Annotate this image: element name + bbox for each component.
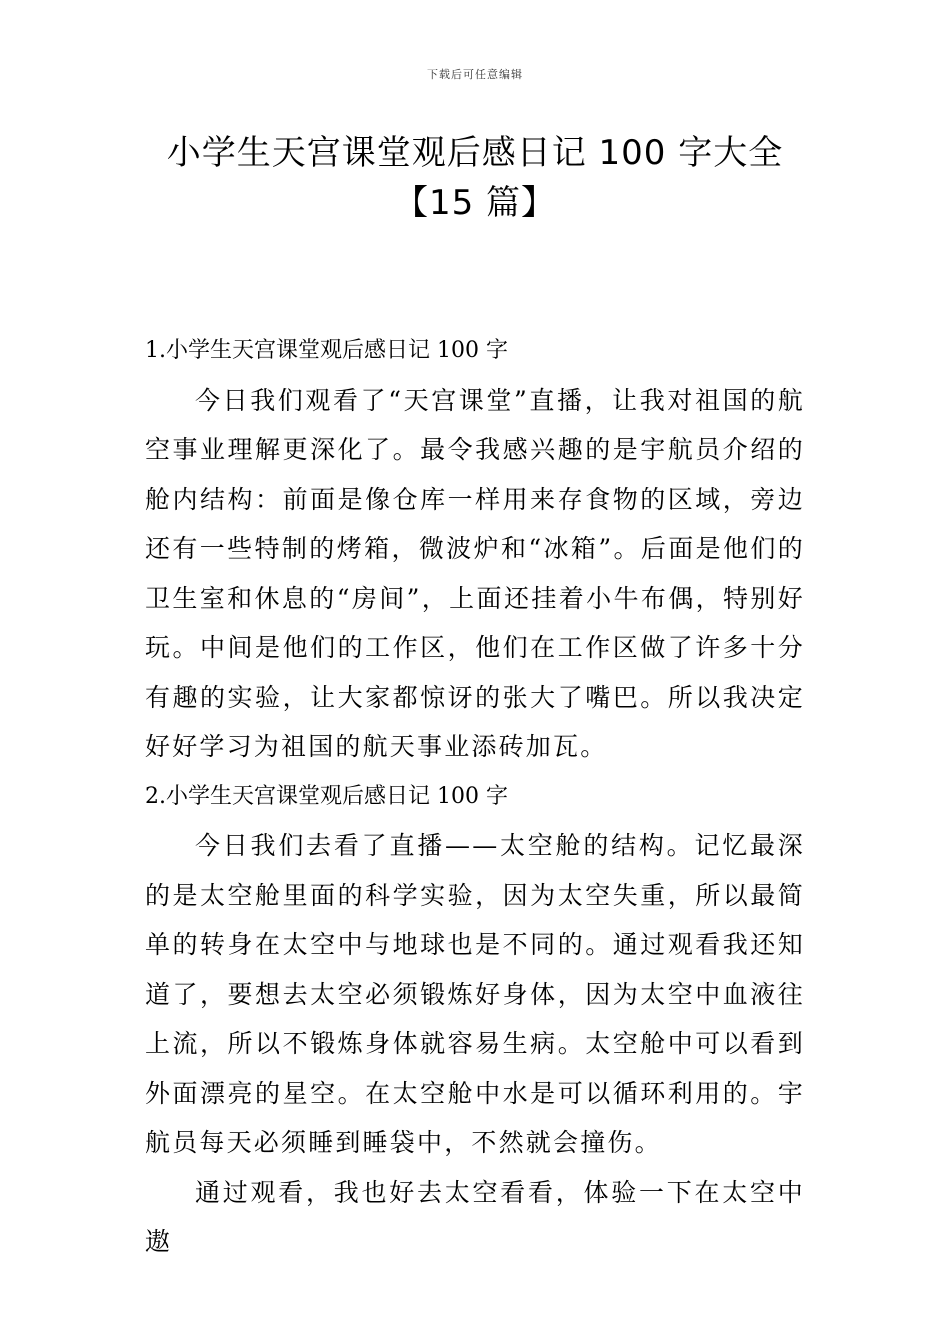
title-line-2: 【15 篇】 — [393, 183, 557, 223]
title-line-1: 小学生天宫课堂观后感日记 100 字大全 — [166, 133, 784, 173]
header-note: 下载后可任意编辑 — [427, 68, 523, 81]
document-title — [100, 128, 850, 228]
section-2-paragraph-2: 通过观看，我也好去太空看看，体验一下在太空中遨 — [145, 1177, 805, 1256]
section-1-paragraph-1: 今日我们观看了“天宫课堂”直播，让我对祖国的航空事业理解更深化了。最令我感兴趣的是宇航员介绍的舱内结构：前面是像仓库一样用来存食物的区域，旁边还有一些特制的烤箱，微波炉和“冰箱”。后面是他们的卫生室和休息的“房间”，上面还挂着小牛布偶，特别好玩。中间是他们的工作区，他们在工作区做了许多十分有趣的实验，让大家都惊讶的张大了嘴巴。所以我决定好好学习为祖国的航天事业添砖加瓦。 — [145, 385, 805, 761]
section-2-paragraph-1: 今日我们去看了直播——太空舱的结构。记忆最深的是太空舱里面的科学实验，因为太空失重，所以最简单的转身在太空中与地球也是不同的。通过观看我还知道了，要想去太空必须锻炼好身体，因为太空中血液往上流，所以不锻炼身体就容易生病。太空舱中可以看到外面漂亮的星空。在太空舱中水是可以循环利用的。宇航员每天必须睡到睡袋中，不然就会撞伤。 — [145, 831, 805, 1157]
section-heading-1: 1.小学生天宫课堂观后感日记 100 字 — [145, 338, 508, 363]
document-body — [145, 326, 805, 1267]
section-heading-2: 2.小学生天宫课堂观后感日记 100 字 — [145, 783, 508, 809]
